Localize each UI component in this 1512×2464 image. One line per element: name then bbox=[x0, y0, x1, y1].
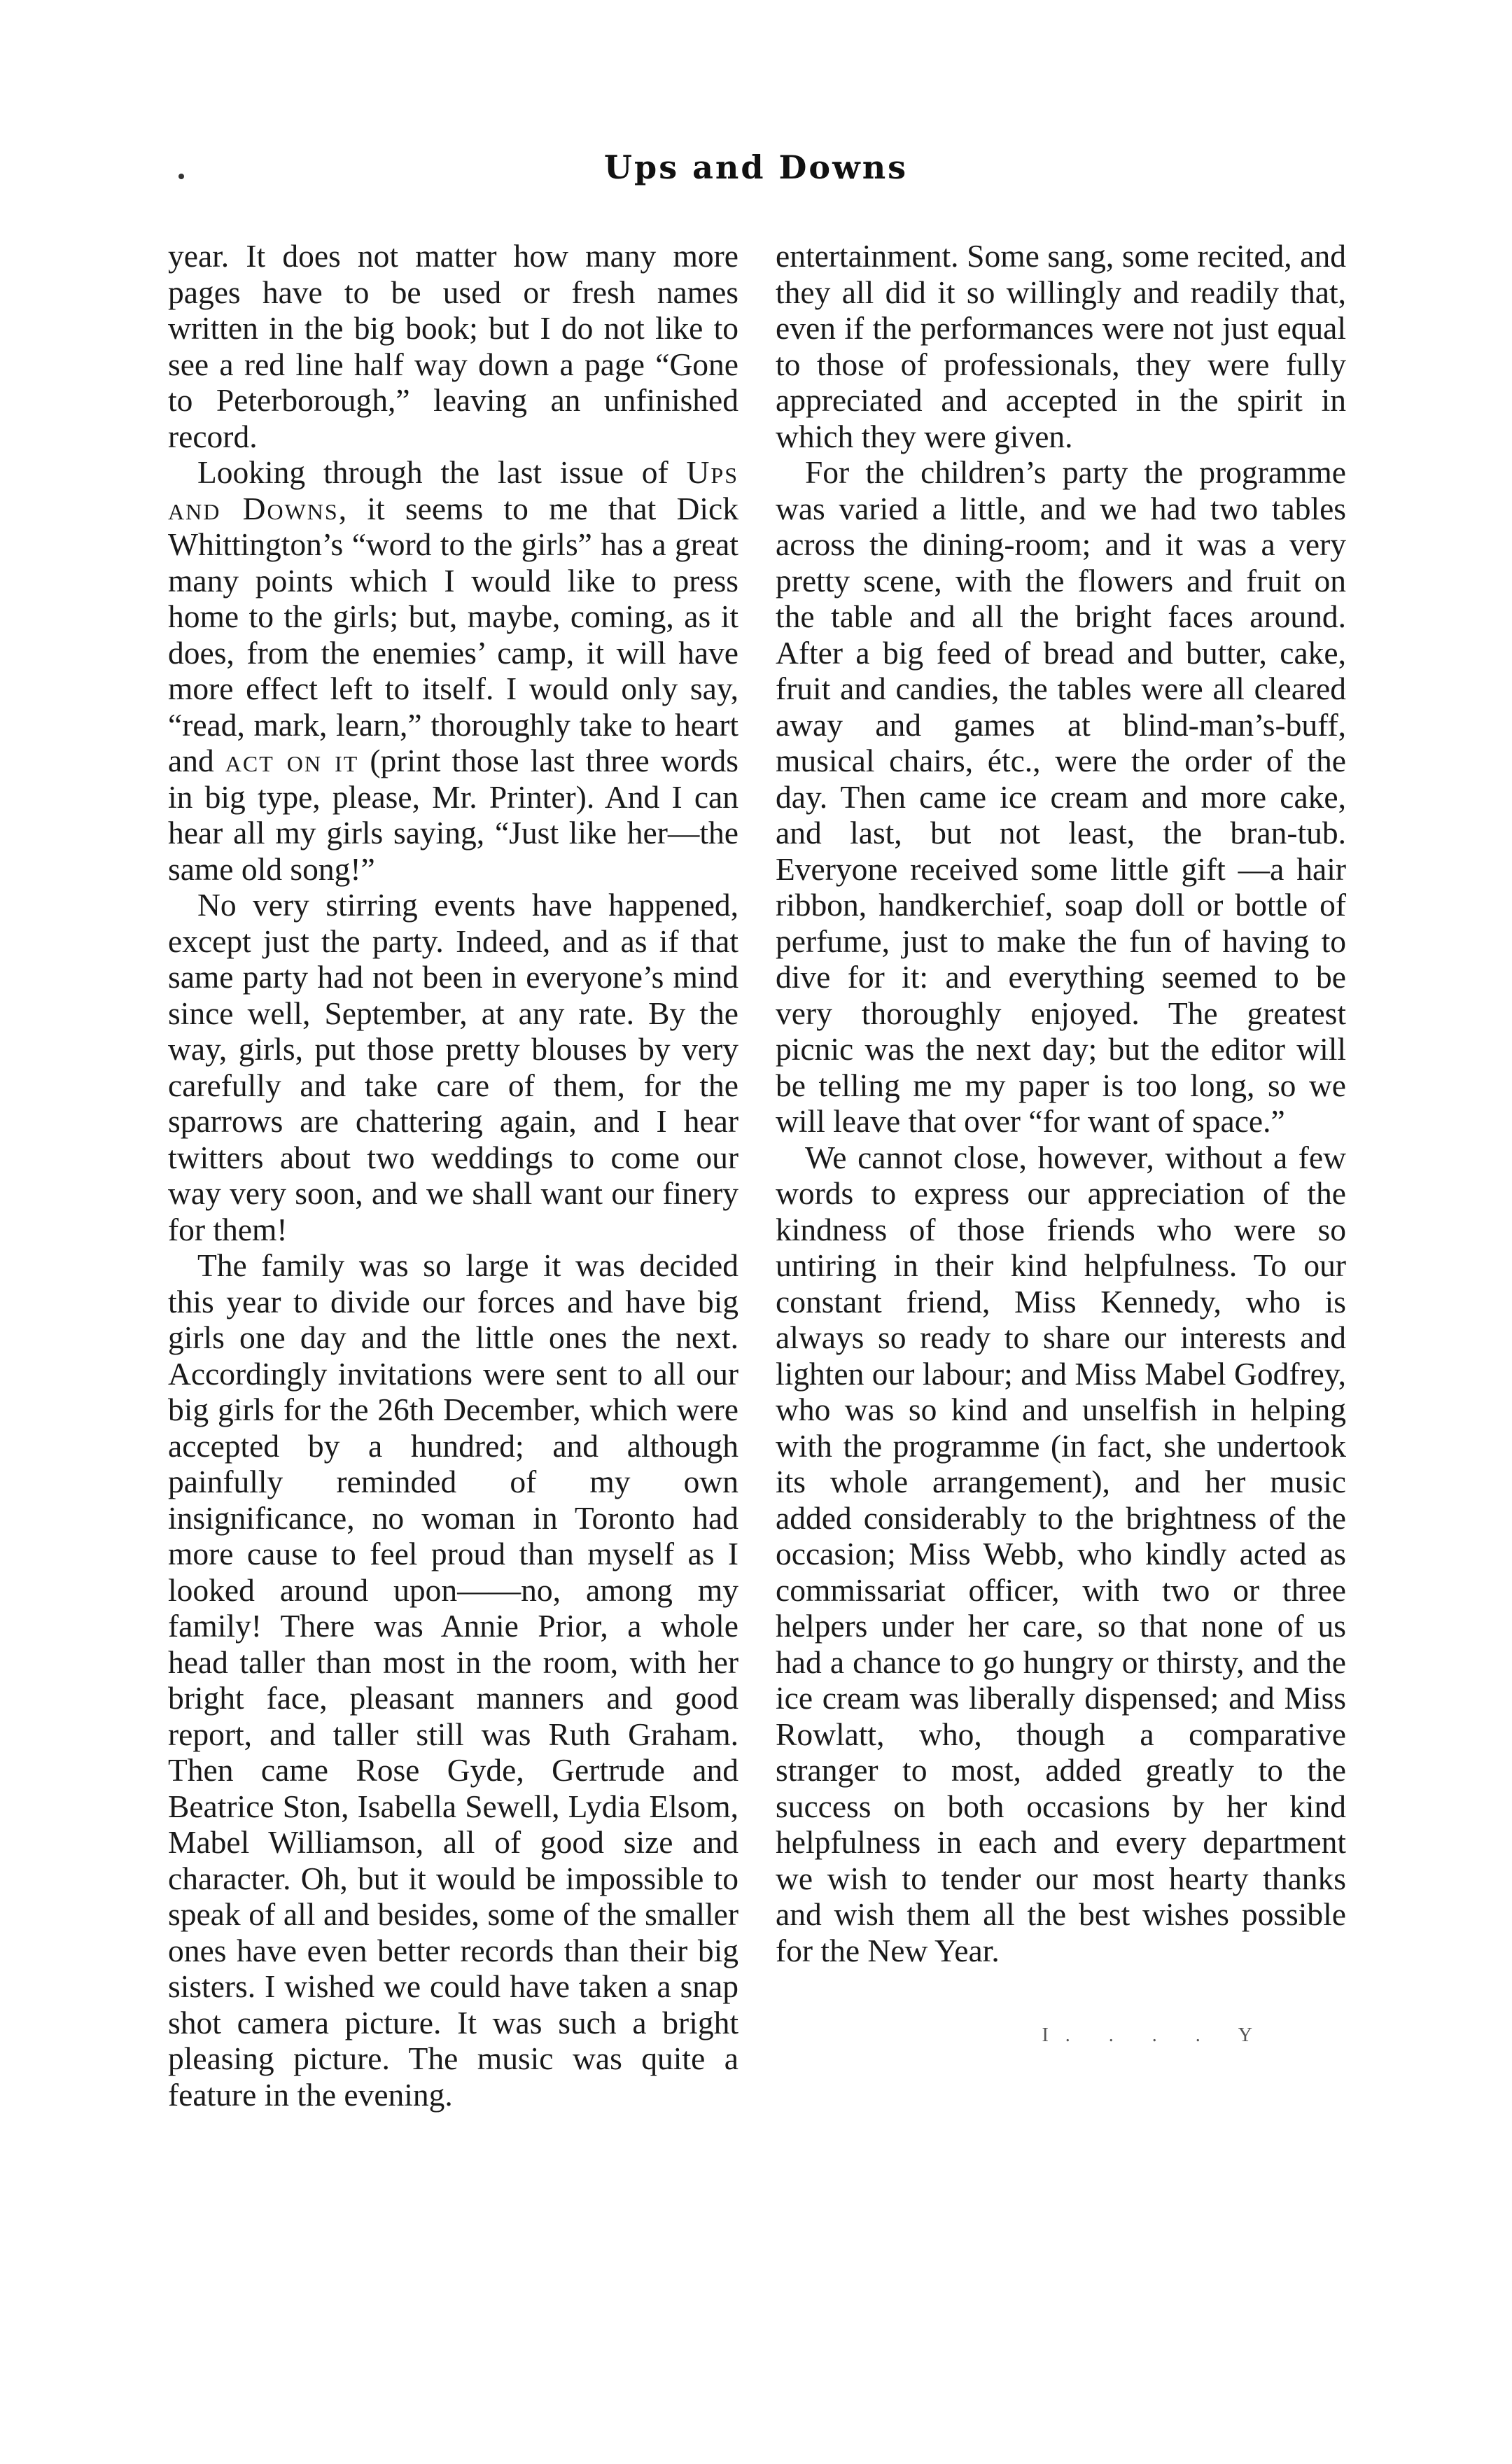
paragraph: year. It does not matter how many more pages have to be used or fresh names written in the big book; but I do not like to see a red line half way down a page “Gone to Peterborough,” leaving an unfinished record. bbox=[168, 238, 738, 454]
paragraph: entertainment. Some sang, some recited, and they all did it so willingly and readily that, even if the performances were not just equal to those of professionals, they were fully appreciated and accepted in the spirit in which they were given. bbox=[776, 238, 1346, 454]
text-run: , it seems to me that Dick Whittington’s “word to the girls” has a great many points which I would like to press home to the girls; but, maybe, coming, as it does, from the enemies’ camp, it will have more effect left to itself. I would only say, “read, mark, learn,” thoroughly take to heart and bbox=[168, 490, 738, 778]
paragraph: The family was so large it was decided this year to divide our forces and have big girls one day and the little ones the next. Accordingly invitations were sent to all our big girls for the 26th December, which were accepted by a hundred; and although painfully reminded of my own insignificance, no woman in Toronto had more cause to feel proud than myself as I looked around upon——no, among my family! There was Annie Prior, a whole head taller than most in the room, with her bright face, pleasant manners and good report, and taller still was Ruth Graham. Then came Rose Gyde, Gertrude and Beatrice Ston, Isabella Sewell, Lydia Elsom, Mabel Williamson, all of good size and character. Oh, but it would be impossible to speak of all and besides, some of the smaller ones have even better records than their big sisters. I wished we could have taken a snap shot camera picture. It was such a bright pleasing picture. The music was quite a feature in the evening. bbox=[168, 1247, 738, 2113]
paragraph bbox=[168, 454, 738, 887]
text-run: (print those last three words in big type, please, Mr. Printer). And I can hear all my girls saying, “Just like her—the same old song!” bbox=[168, 743, 738, 887]
emphasis-caps: act on it bbox=[225, 743, 359, 778]
text-run: Looking through the last issue of bbox=[197, 454, 687, 490]
paragraph: No very stirring events have happened, except just the party. Indeed, and as if that same party had not been in everyone’s mind since well, September, at any rate. By the way, girls, put those pretty blouses by very carefully and take care of them, for the sparrows are chattering again, and I hear twitters about two weddings to come our way very soon, and we shall want our finery for them! bbox=[168, 887, 738, 1247]
left-column bbox=[168, 238, 738, 2113]
right-column bbox=[776, 238, 1346, 2054]
paragraph: For the children’s party the programme was varied a little, and we had two tables across the dining-room; and it was a very pretty scene, with the flowers and fruit on the table and all the bright faces around. After a big feed of bread and butter, cake, fruit and candies, the tables were all cleared away and games at blind-man’s-buff, musical chairs, étc., were the order of the day. Then came ice cream and more cake, and last, but not least, the bran-tub. Everyone received some little gift —a hair ribbon, handkerchief, soap doll or bottle of perfume, just to make the fun of having to dive for it: and everything seemed to be very thoroughly enjoyed. The greatest picnic was the next day; but the editor will be telling me my paper is too long, so we will leave that over “for want of space.” bbox=[776, 454, 1346, 1139]
paragraph: We cannot close, however, without a few words to express our appreciation of the kindness of those friends who were so untiring in their kind helpfulness. To our constant friend, Miss Kennedy, who is always so ready to share our interests and lighten our labour; and Miss Mabel Godfrey, who was so kind and unselfish in helping with the programme (in fact, she undertook its whole arrangement), and her music added considerably to the brightness of the occasion; Miss Webb, who kindly acted as commissariat officer, with two or three helpers under her care, so that none of us had a chance to go hungry or thirsty, and the ice cream was liberally dispensed; and Miss Rowlatt, who, though a comparative stranger to most, added greatly to the success on both occasions by her kind helpfulness in each and every department we wish to tender our most hearty thanks and wish them all the best wishes possible for the New Year. bbox=[776, 1139, 1346, 1968]
running-head: Ups and Downs bbox=[603, 148, 909, 186]
signature: I. . . . Y bbox=[1042, 2024, 1269, 2046]
magazine-title-ref: Ups and Downs bbox=[168, 454, 738, 526]
